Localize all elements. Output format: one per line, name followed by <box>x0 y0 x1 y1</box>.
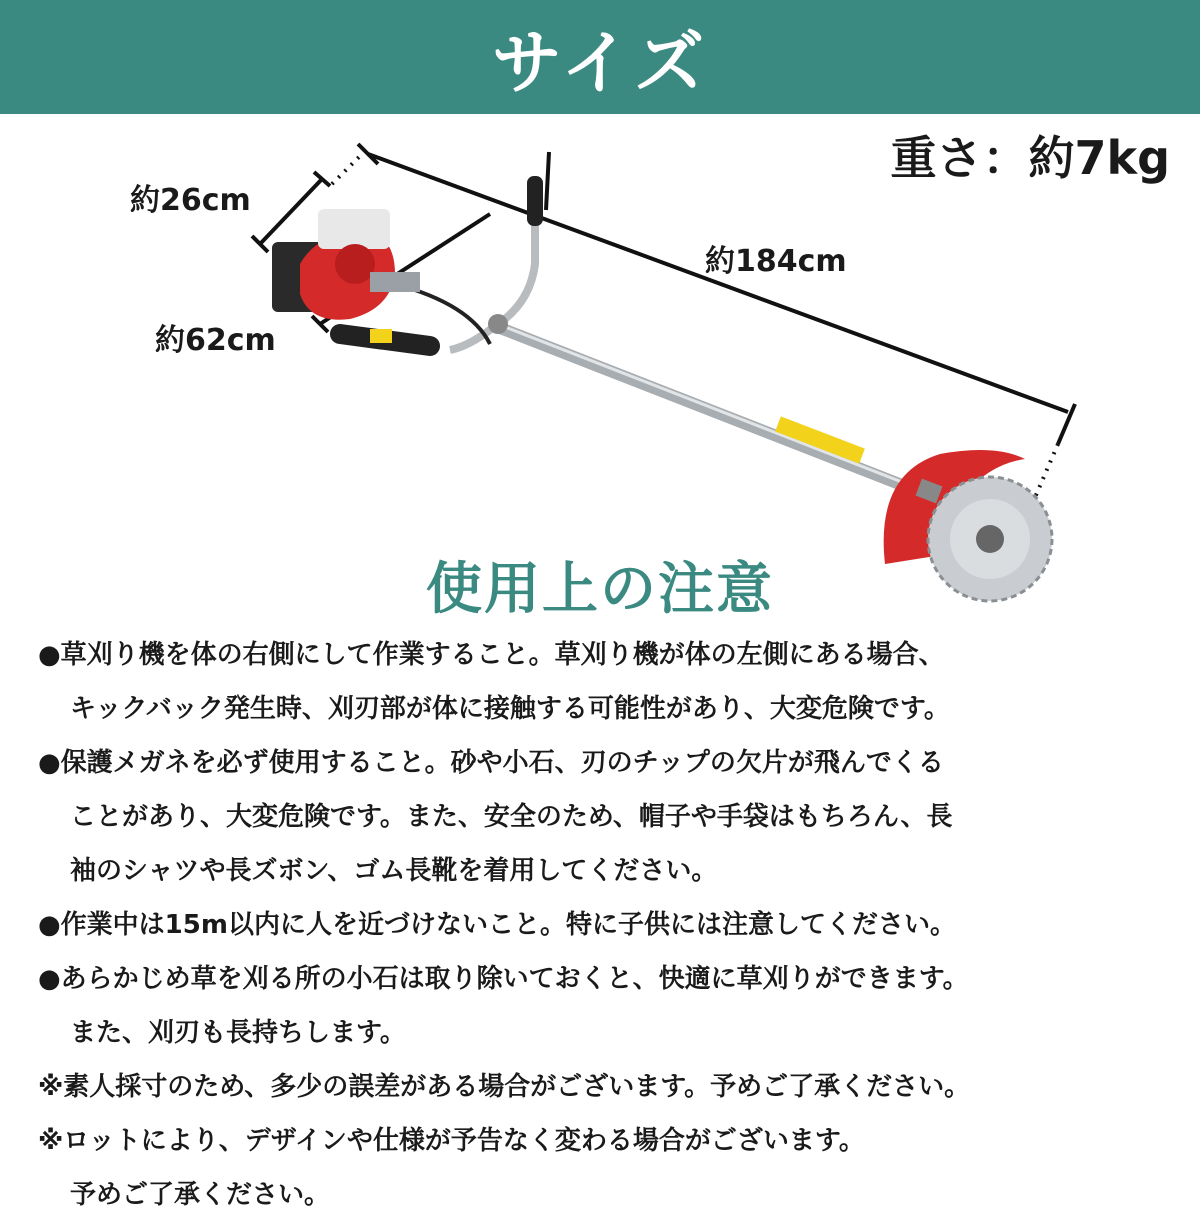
right-grip <box>527 176 543 226</box>
page-title: サイズ <box>491 21 709 104</box>
dimension-height-label: 約26cm <box>130 183 251 218</box>
note-line: ●作業中は15m以内に人を近づけないこと。特に子供には注意してください。 <box>38 910 956 940</box>
note-line: ●保護メガネを必ず使用すること。砂や小石、刃のチップの欠片が飛んでくる <box>38 748 944 778</box>
note-line: 袖のシャツや長ズボン、ゴム長靴を着用してください。 <box>70 856 718 886</box>
note-line: ことがあり、大変危険です。また、安全のため、帽子や手袋はもちろん、長 <box>70 802 953 832</box>
note-line: ●あらかじめ草を刈る所の小石は取り除いておくと、快適に草刈りができます。 <box>38 964 969 994</box>
weight-label: 重さ：約7kg <box>890 131 1170 185</box>
notes-list <box>38 628 1178 1222</box>
engine <box>272 209 420 320</box>
note-line: ●草刈り機を体の右側にして作業すること。草刈り機が体の左側にある場合、 <box>38 640 945 670</box>
dimension-length-label: 約184cm <box>705 244 847 279</box>
note-line: ※ロットにより、デザインや仕様が予告なく変わる場合がございます。 <box>38 1126 865 1156</box>
note-line: 予めご了承ください。 <box>70 1180 331 1210</box>
note-line: ※素人採寸のため、多少の誤差がある場合がございます。予めご了承ください。 <box>38 1072 971 1102</box>
header-banner <box>0 0 1200 114</box>
note-line: キックバック発生時、刈刃部が体に接触する可能性があり、大変危険です。 <box>70 694 950 724</box>
note-line: また、刈刃も長持ちします。 <box>70 1018 406 1048</box>
notes-heading: 使用上の注意 <box>426 557 774 622</box>
dimension-width-label: 約62cm <box>155 323 276 358</box>
shaft <box>495 326 930 496</box>
